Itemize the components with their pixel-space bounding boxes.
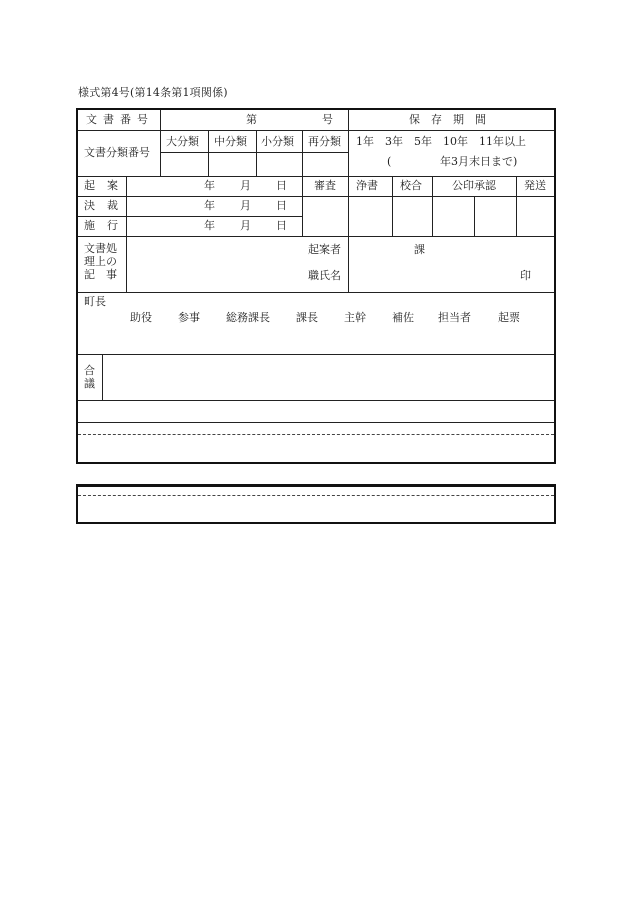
approver-label: 主幹 [344, 311, 366, 324]
kessai-label: 決裁 [84, 199, 130, 212]
row-line [160, 152, 348, 153]
month-label: 月 [240, 179, 251, 192]
shori-label: 文書処 理上の 記 事 [84, 242, 117, 281]
approver-label: 補佐 [392, 311, 414, 324]
row-line [78, 400, 554, 401]
dashed-line [78, 495, 554, 496]
row-line [78, 292, 554, 293]
approver-label: 課長 [296, 311, 318, 324]
ka-label: 課 [414, 243, 425, 256]
col-line [126, 176, 127, 292]
row-line [78, 422, 554, 423]
approver-label: 担当者 [438, 311, 471, 324]
shiko-label: 施行 [84, 219, 130, 232]
approver-label: 起票 [498, 311, 520, 324]
in-label: 印 [520, 269, 531, 282]
chocho-label: 町長 [84, 295, 106, 308]
kiansha-label: 起案者 [308, 243, 341, 256]
dai-label: 第 [246, 113, 257, 126]
shokushimei-label: 職氏名 [308, 269, 341, 282]
shinsa-label: 審査 [314, 179, 336, 192]
gogi-label: 合 議 [84, 364, 95, 390]
col-line [102, 354, 103, 400]
form-caption: 様式第4号(第14条第1項関係) [78, 86, 228, 99]
retention-period-label: 保存期間 [409, 113, 497, 126]
month-label: 月 [240, 199, 251, 212]
year-label: 年 [204, 179, 215, 192]
doc-number-label: 文書番号 [86, 113, 154, 126]
row-line [348, 196, 554, 197]
day-label: 日 [276, 219, 287, 232]
col-line [432, 176, 433, 236]
class-large-label: 大分類 [166, 135, 199, 148]
row-line [78, 236, 554, 237]
day-label: 日 [276, 199, 287, 212]
lower-form-box [76, 484, 556, 524]
col-line [208, 130, 209, 176]
day-label: 日 [276, 179, 287, 192]
kogo-label: 校合 [400, 179, 422, 192]
josho-label: 浄書 [356, 179, 378, 192]
year-label: 年 [204, 219, 215, 232]
go-label: 号 [322, 113, 333, 126]
document-form [76, 108, 556, 464]
row-line [78, 196, 348, 197]
row-line [78, 130, 554, 131]
dashed-line [78, 434, 554, 435]
class-small-label: 小分類 [261, 135, 294, 148]
retention-note: 年3月末日まで) [440, 155, 518, 168]
col-line [160, 110, 161, 176]
row-line [78, 176, 554, 177]
class-sub-label: 再分類 [308, 135, 341, 148]
approver-label: 参事 [178, 311, 200, 324]
col-line [516, 176, 517, 236]
row-line [78, 216, 302, 217]
retention-note-open: ( [387, 155, 392, 168]
class-middle-label: 中分類 [214, 135, 247, 148]
hasso-label: 発送 [524, 179, 546, 192]
approver-label: 総務課長 [226, 311, 270, 324]
koin-label: 公印承認 [452, 179, 496, 192]
kian-label: 起案 [84, 179, 130, 192]
class-number-label: 文書分類番号 [84, 146, 150, 159]
col-line [256, 130, 257, 176]
year-label: 年 [204, 199, 215, 212]
col-line [302, 130, 303, 176]
col-line [302, 176, 303, 236]
row-line [78, 354, 554, 355]
approver-label: 助役 [130, 311, 152, 324]
month-label: 月 [240, 219, 251, 232]
col-line [348, 110, 349, 292]
col-line [474, 196, 475, 236]
retention-options: 1年 3年 5年 10年 11年以上 [356, 135, 526, 148]
col-line [392, 176, 393, 236]
